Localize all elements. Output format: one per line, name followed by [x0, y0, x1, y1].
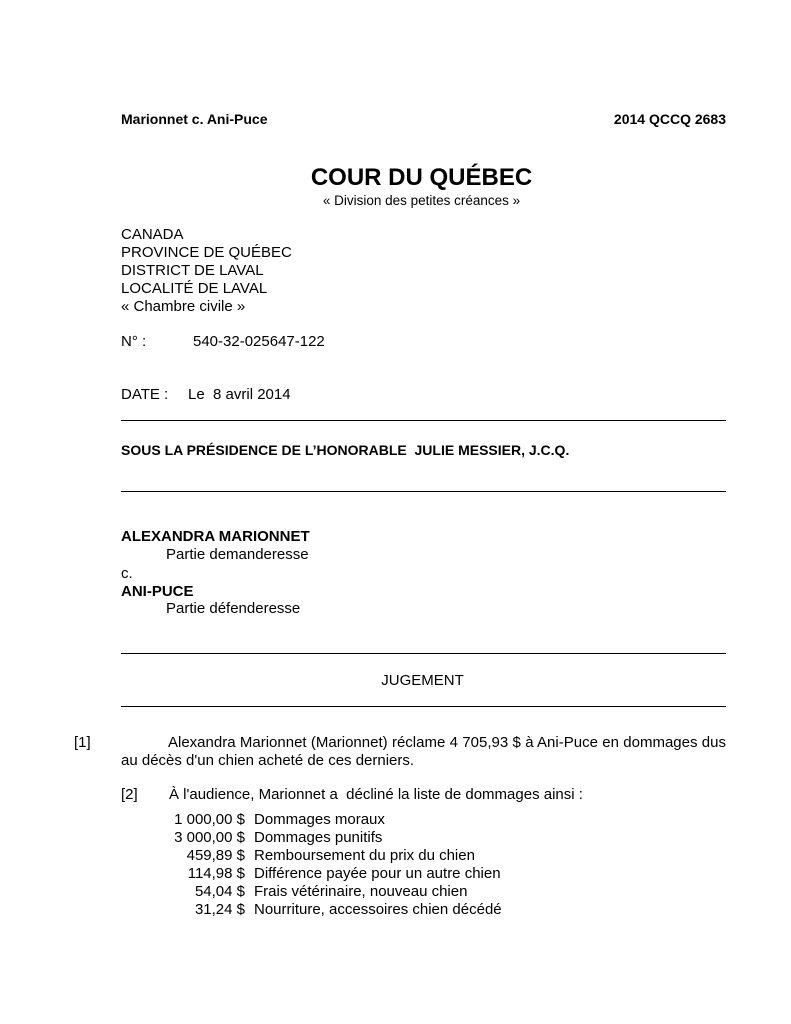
location-chamber: « Chambre civile »	[121, 298, 246, 315]
header-citation: 2014 QCCQ 2683	[613, 111, 726, 127]
paragraph-number: [1]	[74, 734, 91, 751]
damage-amount: 31,24 $	[194, 901, 245, 918]
judgment-title: JUGEMENT	[381, 672, 464, 689]
date-label: DATE :	[121, 386, 169, 403]
court-name: COUR DU QUÉBEC	[310, 164, 533, 191]
damage-amount: 1 000,00 $	[174, 811, 245, 828]
location-country: CANADA	[121, 226, 184, 243]
paragraph-text: Alexandra Marionnet (Marionnet) réclame 4 705,93 $ à Ani-Puce en dommages dus au décès d'un chien acheté de ces derniers.	[121, 734, 726, 769]
defendant-role: Partie défenderesse	[166, 600, 301, 617]
date-value: Le 8 avril 2014	[188, 386, 291, 403]
divider	[121, 491, 726, 492]
header-parties: Marionnet c. Ani-Puce	[121, 111, 268, 127]
location-province: PROVINCE DE QUÉBEC	[121, 244, 292, 261]
location-locality: LOCALITÉ DE LAVAL	[121, 280, 268, 297]
paragraph-1	[74, 734, 726, 770]
plaintiff-name: ALEXANDRA MARIONNET	[121, 528, 310, 545]
plaintiff-role: Partie demanderesse	[166, 546, 309, 563]
paragraph-2-text: À l'audience, Marionnet a décliné la liste de dommages ainsi :	[169, 786, 583, 803]
file-number-label: N° :	[121, 333, 147, 350]
damage-amount: 54,04 $	[194, 883, 245, 900]
damage-amount: 459,89 $	[186, 847, 245, 864]
versus: c.	[121, 565, 133, 582]
divider	[121, 706, 726, 707]
damage-amount: 3 000,00 $	[174, 829, 245, 846]
divider	[121, 653, 726, 654]
damage-description: Nourriture, accessoires chien décédé	[254, 901, 502, 918]
paragraph-number: [2]	[121, 786, 138, 803]
damage-description: Dommages moraux	[254, 811, 385, 828]
court-division: « Division des petites créances »	[322, 193, 521, 208]
file-number: 540-32-025647-122	[193, 333, 325, 350]
location-district: DISTRICT DE LAVAL	[121, 262, 264, 279]
damage-description: Frais vétérinaire, nouveau chien	[254, 883, 468, 900]
damage-description: Différence payée pour un autre chien	[254, 865, 501, 882]
damage-amount: 114,98 $	[187, 865, 245, 882]
defendant-name: ANI-PUCE	[121, 583, 194, 600]
damage-description: Dommages punitifs	[254, 829, 383, 846]
damage-description: Remboursement du prix du chien	[254, 847, 475, 864]
divider	[121, 420, 726, 421]
presidence-line: SOUS LA PRÉSIDENCE DE L’HONORABLE JULIE MESSIER, J.C.Q.	[121, 442, 570, 458]
